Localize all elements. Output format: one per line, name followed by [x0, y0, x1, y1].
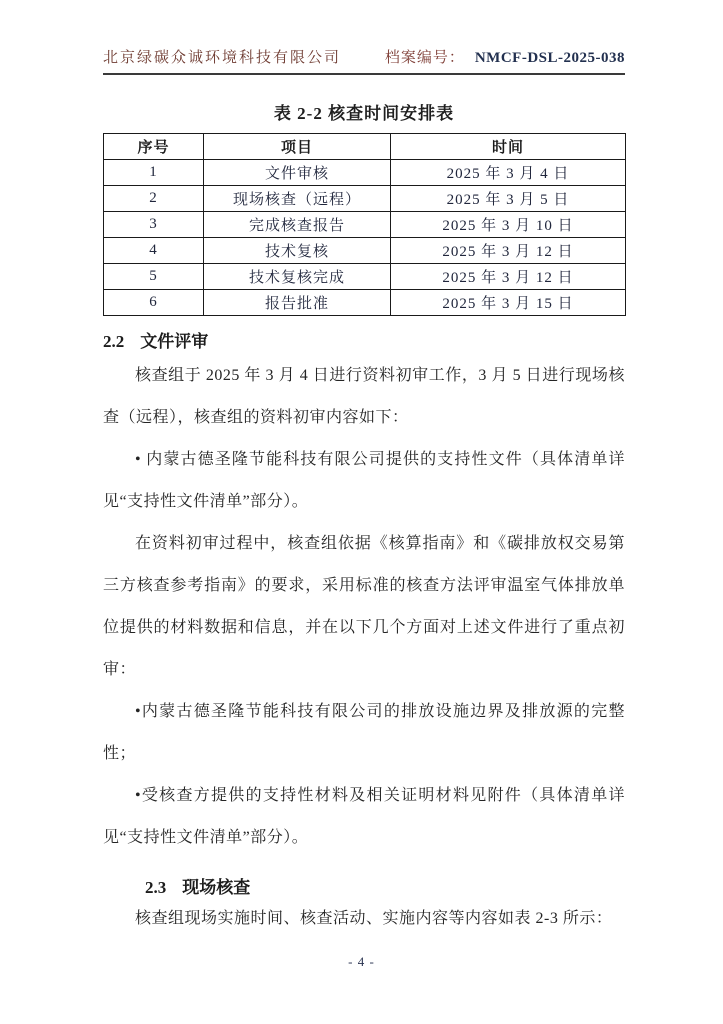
- section-number: 2.2: [103, 332, 125, 351]
- table-cell: 文件审核: [204, 160, 391, 186]
- table-row: [104, 186, 626, 212]
- section-number: 2.3: [145, 878, 167, 897]
- table-cell: 6: [104, 290, 204, 316]
- table-row: [104, 212, 626, 238]
- table-cell: 2025 年 3 月 15 日: [391, 290, 626, 316]
- table-cell: 2025 年 3 月 10 日: [391, 212, 626, 238]
- table-cell: 2025 年 3 月 12 日: [391, 264, 626, 290]
- bullet-paragraph: •内蒙古德圣隆节能科技有限公司的排放设施边界及排放源的完整性；: [103, 703, 625, 762]
- table-row: [104, 290, 626, 316]
- table-cell: 技术复核: [204, 238, 391, 264]
- table-cell: 报告批准: [204, 290, 391, 316]
- section-title: 现场核查: [182, 878, 251, 897]
- table-header-row: [104, 134, 626, 160]
- table-cell: 2025 年 3 月 4 日: [391, 160, 626, 186]
- page-header: [103, 46, 625, 75]
- column-header-time: 时间: [391, 134, 626, 160]
- paragraph: 核查组现场实施时间、核查活动、实施内容等内容如表 2-3 所示：: [135, 910, 613, 927]
- column-header-item: 项目: [204, 134, 391, 160]
- table-cell: 3: [104, 212, 204, 238]
- bullet-paragraph: • 内蒙古德圣隆节能科技有限公司提供的支持性文件（具体清单详见“支持性文件清单”部分）。: [103, 451, 625, 510]
- table-cell: 2025 年 3 月 12 日: [391, 238, 626, 264]
- section-title: 文件评审: [140, 332, 209, 351]
- archive-label: 档案编号：: [384, 50, 465, 66]
- archive-number: NMCF-DSL-2025-038: [474, 50, 625, 66]
- archive-id: [385, 46, 625, 67]
- section-heading-2-2: [103, 327, 625, 352]
- paragraph: 在资料初审过程中，核查组依据《核算指南》和《碳排放权交易第三方核查参考指南》的要求，采用标准的核查方法评审温室气体排放单位提供的材料数据和信息，并在以下几个方面对上述文件进行了重点初审：: [103, 535, 625, 678]
- page-number: - 4 -: [348, 954, 375, 969]
- section-heading-2-3: [145, 873, 625, 898]
- table-row: [104, 238, 626, 264]
- paragraph: 核查组于 2025 年 3 月 4 日进行资料初审工作，3 月 5 日进行现场核查（远程），核查组的资料初审内容如下：: [103, 367, 625, 426]
- table-cell: 技术复核完成: [204, 264, 391, 290]
- table-cell: 现场核查（远程）: [204, 186, 391, 212]
- schedule-table-body: [104, 160, 626, 316]
- schedule-table: [103, 133, 626, 316]
- table-caption: 表 2-2 核查时间安排表: [273, 104, 455, 123]
- table-cell: 2: [104, 186, 204, 212]
- table-cell: 5: [104, 264, 204, 290]
- table-cell: 1: [104, 160, 204, 186]
- table-row: [104, 160, 626, 186]
- table-cell: 4: [104, 238, 204, 264]
- column-header-index: 序号: [104, 134, 204, 160]
- table-row: [104, 264, 626, 290]
- table-cell: 完成核查报告: [204, 212, 391, 238]
- bullet-paragraph: •受核查方提供的支持性材料及相关证明材料见附件（具体清单详见“支持性文件清单”部分）。: [103, 787, 625, 846]
- company-name: 北京绿碳众诚环境科技有限公司: [103, 50, 342, 66]
- table-cell: 2025 年 3 月 5 日: [391, 186, 626, 212]
